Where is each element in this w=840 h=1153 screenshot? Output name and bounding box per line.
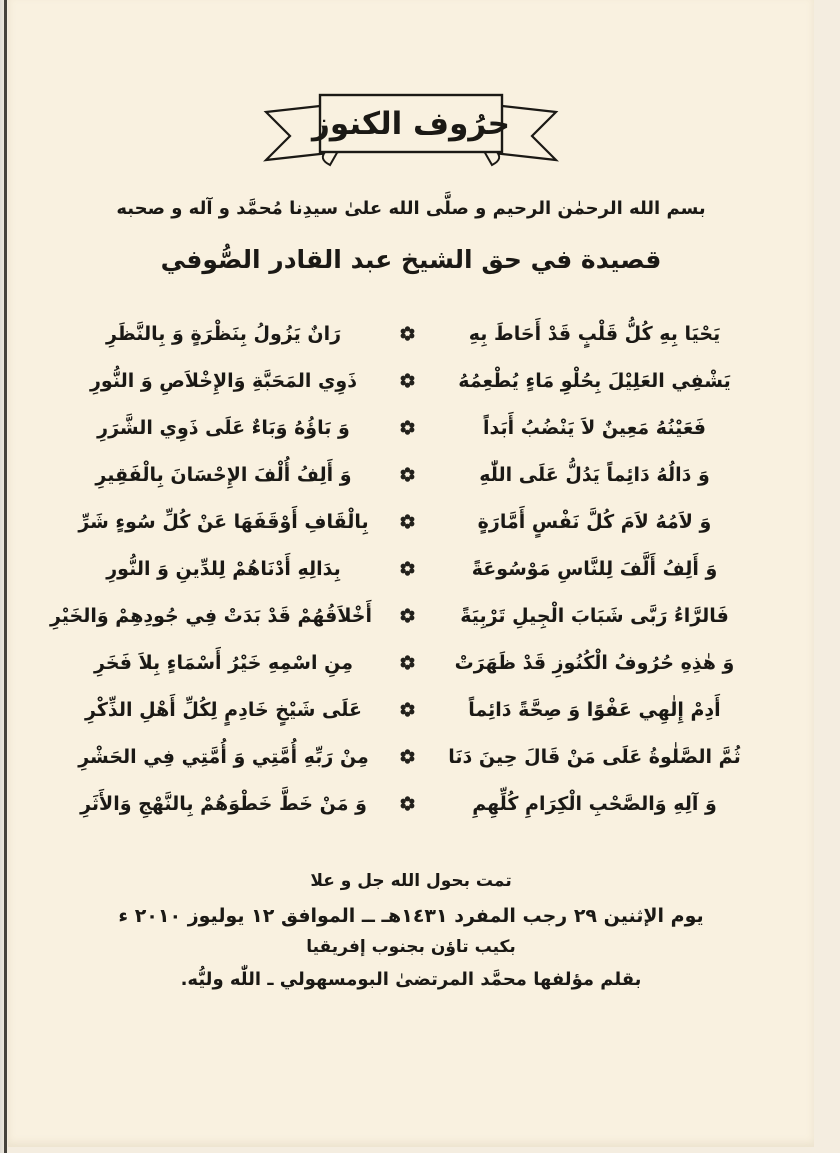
hemistich-second: بِالْقَافِ أَوْقَفَهَا عَنْ كُلِّ سُوءٍ شَرِّ: [78, 510, 369, 533]
verse-row: [75, 545, 747, 592]
verse-row: [75, 733, 747, 780]
hemistich-first: وَ هٰذِهِ حُرُوفُ الْكُنُوزِ قَدْ ظَهَرَتْ: [454, 651, 735, 674]
hemistich-first: وَ دَالُهُ دَائِماً يَدُلُّ عَلَى اللّٰهِ: [479, 463, 710, 486]
verse-row: [75, 451, 747, 498]
author-line: بقلم مؤلفها محمَّد المرتضىٰ البومسهولي ـ اللّٰه وليُّه.: [180, 969, 642, 990]
poem-title: قصيدة في حق الشيخ عبد القادر الصُّوفي: [160, 245, 662, 274]
verse-row: [75, 498, 747, 545]
flower-separator-icon: [372, 749, 442, 764]
verse-row: [49, 592, 747, 639]
verse-row: [75, 357, 747, 404]
hemistich-second: رَانٌ يَزُولُ بِنَظْرَةٍ وَ بِالنَّظَرِ: [105, 322, 342, 345]
verse-row: [75, 310, 747, 357]
hemistich-second: وَ مَنْ خَطَّ خَطْوَهُمْ بِالنَّهْجِ وَالأَثَرِ: [80, 792, 367, 815]
hemistich-first: وَ لاَمُهُ لاَمَ كُلَّ نَفْسٍ أَمَّارَةٍ: [477, 510, 712, 533]
verse-row: [75, 639, 747, 686]
flower-separator-icon: [372, 655, 442, 670]
flower-separator-icon: [372, 420, 442, 435]
hemistich-first: يَحْيَا بِهِ كُلُّ قَلْبٍ قَدْ أَحَاطَ بِهِ: [468, 322, 721, 345]
page-content: [8, 0, 814, 1147]
hemistich-second: وَ بَاؤُهُ وَبَاءٌ عَلَى ذَوِي الشَّرَرِ: [97, 416, 350, 439]
hemistich-second: ذَوِي المَحَبَّةِ وَالإِخْلاَصِ وَ النُّورِ: [89, 369, 357, 392]
hemistich-second: بِدَالِهِ أَدْنَاهُمْ لِلدِّينِ وَ النُّورِ: [106, 557, 341, 580]
date-line: يوم الإثنين ٢٩ رجب المفرد ١٤٣١هـ ــ الموافق ١٢ يوليوز ٢٠١٠ ء: [118, 905, 704, 927]
flower-separator-icon: [372, 796, 442, 811]
hemistich-first: وَ آلِهِ وَالصَّحْبِ الْكِرَامِ كُلِّهِمِ: [472, 792, 717, 815]
flower-separator-icon: [372, 702, 442, 717]
hemistich-first: يَشْفِي العَلِيْلَ بِحُلْوِ مَاءٍ يُطْعِمُهُ: [458, 369, 731, 392]
hemistich-second: عَلَى شَيْخٍ خَادِمٍ لِكُلِّ أَهْلِ الذِّكْرِ: [85, 698, 362, 721]
title-banner: [256, 88, 566, 174]
hemistich-first: ثُمَّ الصَّلٰوةُ عَلَى مَنْ قَالَ حِينَ دَنَا: [448, 745, 741, 768]
verse-row: [75, 404, 747, 451]
verse-row: [75, 780, 747, 827]
paper-sheet: [8, 0, 814, 1147]
hemistich-second: مِنِ اسْمِهِ خَيْرُ أَسْمَاءٍ بِلاَ فَخَرِ: [94, 651, 353, 674]
flower-separator-icon: [372, 467, 442, 482]
hemistich-first: فَعَيْنُهُ مَعِينٌ لاَ يَنْضُبُ أَبَداً: [482, 416, 706, 439]
hemistich-first: فَالرَّاءُ رَبَّى شَبَابَ الْجِيلِ تَرْبِيَةً: [460, 604, 729, 627]
hemistich-second: مِنْ رَبِّهِ أُمَّتِي وَ أُمَّتِي فِي الحَشْرِ: [78, 745, 369, 768]
flower-separator-icon: [372, 608, 442, 623]
closing-line: تمت بحول الله جل و علا: [310, 871, 512, 891]
hemistich-second: وَ أَلِفُ أُلْفَ الإِحْسَانَ بِالْفَقِيرِ: [95, 463, 352, 486]
hemistich-first: وَ أَلِفُ أَلَّفَ لِلنَّاسِ مَوْسُوعَةً: [471, 557, 718, 580]
colophon: [118, 871, 703, 990]
place-line: بكيب تاؤن بجنوب إفريقيا: [306, 937, 516, 957]
flower-separator-icon: [372, 373, 442, 388]
flower-separator-icon: [372, 326, 442, 341]
basmala-line: بسم الله الرحمٰن الرحيم و صلَّى الله علىٰ سيدِنا مُحمَّد و آله و صحبه: [116, 198, 706, 219]
hemistich-second: أَخْلاَقُهُمْ قَدْ بَدَتْ فِي جُودِهِمْ وَالخَيْرِ: [49, 604, 372, 627]
flower-separator-icon: [372, 514, 442, 529]
banner-title: حرُوف الكنوز: [312, 106, 510, 142]
flower-separator-icon: [372, 561, 442, 576]
scan-edge-shadow: [4, 0, 7, 1153]
poem-verses: [49, 310, 747, 827]
verse-row: [75, 686, 747, 733]
hemistich-first: أَدِمْ إِلٰهِي عَفْوًا وَ صِحَّةً دَائِماً: [468, 698, 721, 721]
